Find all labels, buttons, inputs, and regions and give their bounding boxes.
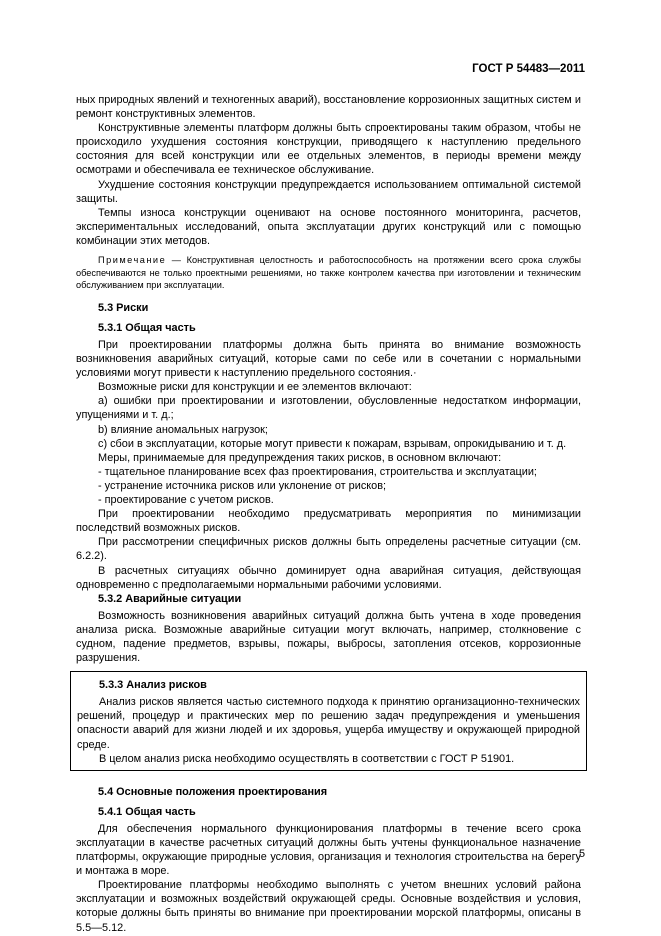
paragraph: В целом анализ риска необходимо осуществлять в соответствии с ГОСТ Р 51901.: [99, 752, 515, 765]
paragraph: При проектировании необходимо предусматривать мероприятия по минимизации последствий возможных рисков.: [76, 508, 581, 535]
list-item: b) влияние аномальных нагрузок;: [98, 423, 268, 436]
paragraph: При рассмотрении специфичных рисков должны быть определены расчетные ситуации (см. 6.2.2).: [76, 536, 581, 563]
paragraph: Для обеспечения нормального функционирования платформы в течение всего срока эксплуатации в качестве расчетных ситуаций должны быть учтены функциональное назначение платформы, окружающие природные условия, организация и технология строительства на берегу и монтажа в море.: [76, 822, 581, 878]
note: [76, 254, 581, 292]
paragraph: Ухудшение состояния конструкции предупреждается использованием оптимальной системой защиты.: [76, 178, 581, 205]
paragraph: Анализ рисков является частью системного подхода к принятию организационно-технических решений, процедур и практических мер по решению задач предупреждения и уменьшения опасности аварий для жизни людей и их здоровья, ущерба имуществу и окружающей природной среде.: [77, 696, 580, 751]
paragraph: Темпы износа конструкции оценивают на основе постоянного мониторинга, расчетов, экспериментальных исследований, опыта эксплуатации других конструкций или с помощью комбинации этих методов.: [76, 206, 581, 247]
paragraph: Возможные риски для конструкции и ее элементов включают:: [98, 381, 412, 394]
note-text: — Конструктивная целостность и работоспособность на протяжении всего срока службы обеспечиваются не только проектными решениями, но также контролем качества при изготовлении и техническим обслуживанием при эксплуатации.: [76, 255, 581, 291]
subsection-heading: 5.3.1 Общая часть: [98, 321, 196, 334]
paragraph: Возможность возникновения аварийных ситуаций должна быть учтена в ходе проведения анализа риска. Возможные аварийные ситуации могут включать, например, столкновение с судном, падение предметов, взрывы, пожары, выбросы, затопления отсеков, коррозионные разрушения.: [76, 609, 581, 665]
list-item: - устранение источника рисков или уклонение от рисков;: [98, 479, 387, 492]
list-item: а) ошибки при проектировании и изготовлении, обусловленные недостатком информации, упущениями и т. д.;: [76, 395, 581, 422]
paragraph: При проектировании платформы должна быть принята во внимание возможность возникновения аварийных ситуаций, которые сами по себе или в сочетании с нормальными условиями могут привести к наступлению предельного состояния.·: [76, 339, 581, 380]
section-heading: 5.3 Риски: [98, 301, 149, 314]
paragraph: В расчетных ситуациях обычно доминирует одна аварийная ситуация, действующая одновременно с предполагаемыми нормальными рабочими условиями.: [76, 564, 581, 591]
paragraph: Конструктивные элементы платформ должны быть спроектированы таким образом, чтобы не происходило ухудшения состояния конструкции, приводящего к наступлению предельного состояния для всей конструкции или ее отдельных элементов, в периоды времени между осмотрами и обеспечивала ее техническое обслуживание.: [76, 122, 581, 177]
section-heading: 5.4 Основные положения проектирования: [98, 785, 328, 798]
subsection-heading: 5.3.3 Анализ рисков: [99, 679, 207, 692]
document-header: ГОСТ Р 54483—2011: [472, 63, 585, 75]
note-label: Примечание: [98, 255, 167, 266]
page-number: 5: [578, 848, 585, 860]
subsection-heading: 5.3.2 Аварийные ситуации: [98, 592, 242, 605]
document-body: [76, 93, 581, 935]
subsection-heading: 5.4.1 Общая часть: [98, 805, 196, 818]
paragraph: Меры, принимаемые для предупреждения таких рисков, в основном включают:: [98, 451, 502, 464]
list-item: - тщательное планирование всех фаз проектирования, строительства и эксплуатации;: [98, 465, 537, 478]
framed-block: [70, 671, 587, 771]
list-item: - проектирование с учетом рисков.: [98, 494, 274, 507]
list-item: с) сбои в эксплуатации, которые могут привести к пожарам, взрывам, опрокидыванию и т. д.: [98, 437, 567, 450]
paragraph: ных природных явлений и техногенных аварий), восстановление коррозионных защитных систем и ремонт конструктивных элементов.: [76, 94, 581, 121]
paragraph: Проектирование платформы необходимо выполнять с учетом внешних условий района эксплуатации и возможных воздействий окружающей среды. Основные воздействия и условия, которые должны быть приняты во внимание при проектировании морской платформы, описаны в 5.5—5.12.: [76, 879, 581, 934]
